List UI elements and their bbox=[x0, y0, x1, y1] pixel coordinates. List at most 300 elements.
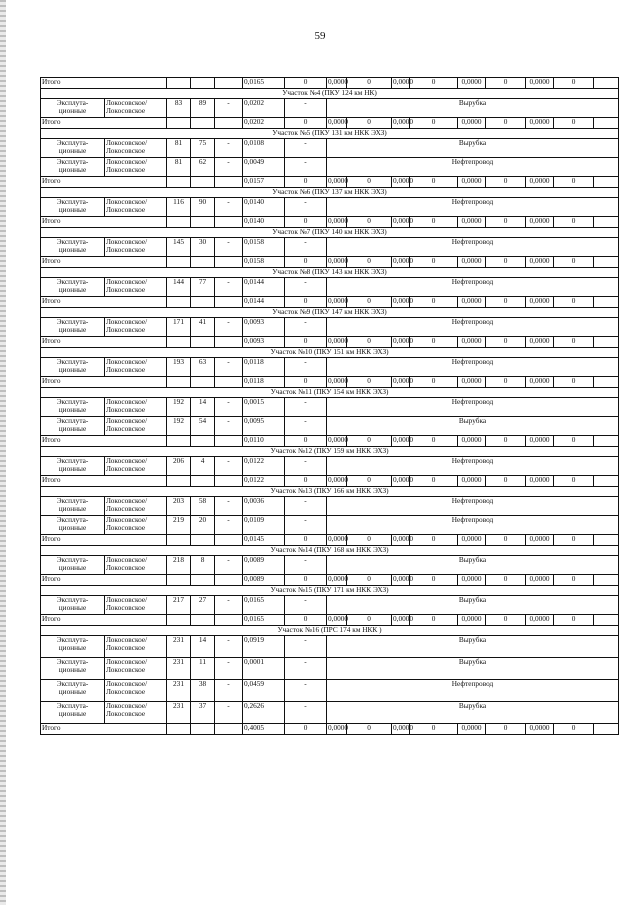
total-value: 0 bbox=[410, 257, 458, 268]
plot-dash-2: - bbox=[285, 497, 327, 516]
plot-dash: - bbox=[215, 158, 243, 177]
total-value: 0 bbox=[285, 337, 327, 348]
total-value: 0,0000 bbox=[458, 535, 486, 546]
total-value: 0 bbox=[554, 476, 594, 487]
plot-section: 90 bbox=[191, 198, 215, 217]
section-header-row bbox=[41, 348, 619, 358]
plot-row bbox=[41, 139, 619, 158]
empty-cell bbox=[167, 476, 191, 487]
plot-area: 0,0095 bbox=[243, 417, 285, 436]
plot-dash-2: - bbox=[285, 636, 327, 658]
plot-quarter: 81 bbox=[167, 158, 191, 177]
total-value: 0,0000 bbox=[392, 724, 410, 735]
empty-cell bbox=[215, 297, 243, 308]
empty-cell bbox=[594, 377, 619, 388]
plot-quarter: 231 bbox=[167, 658, 191, 680]
total-value: 0 bbox=[410, 575, 458, 586]
total-label: Итого bbox=[41, 436, 167, 447]
total-value: 0,0000 bbox=[526, 257, 554, 268]
empty-cell bbox=[594, 337, 619, 348]
empty-cell bbox=[594, 476, 619, 487]
total-area: 0,0140 bbox=[243, 217, 285, 228]
plot-dash: - bbox=[215, 358, 243, 377]
plot-dash-2: - bbox=[285, 198, 327, 217]
plot-note: Вырубка bbox=[327, 417, 619, 436]
total-value: 0 bbox=[347, 257, 392, 268]
plot-note: Нефтепровод bbox=[327, 680, 619, 702]
total-label: Итого bbox=[41, 78, 167, 89]
plot-row bbox=[41, 457, 619, 476]
plot-section: 62 bbox=[191, 158, 215, 177]
total-value: 0 bbox=[285, 217, 327, 228]
plot-note: Вырубка bbox=[327, 139, 619, 158]
total-value: 0 bbox=[554, 377, 594, 388]
plot-quarter: 81 bbox=[167, 139, 191, 158]
total-value: 0,0000 bbox=[458, 78, 486, 89]
total-value: 0 bbox=[410, 476, 458, 487]
plot-section: 38 bbox=[191, 680, 215, 702]
plot-category: Эксплута- ционные bbox=[41, 318, 105, 337]
section-header-row bbox=[41, 586, 619, 596]
plot-area: 0,0108 bbox=[243, 139, 285, 158]
total-value: 0,0000 bbox=[526, 615, 554, 626]
plot-area: 0,0015 bbox=[243, 398, 285, 417]
empty-cell bbox=[594, 436, 619, 447]
plot-dash: - bbox=[215, 596, 243, 615]
plot-quarter: 171 bbox=[167, 318, 191, 337]
total-area: 0,0202 bbox=[243, 118, 285, 129]
total-value: 0 bbox=[410, 337, 458, 348]
total-value: 0,0000 bbox=[327, 575, 347, 586]
plot-note: Нефтепровод bbox=[327, 358, 619, 377]
plot-category: Эксплута- ционные bbox=[41, 596, 105, 615]
plot-category: Эксплута- ционные bbox=[41, 278, 105, 297]
plot-note: Нефтепровод bbox=[327, 278, 619, 297]
plot-field: Локосовское/ Локосовское bbox=[105, 139, 167, 158]
total-value: 0,0000 bbox=[526, 724, 554, 735]
total-value: 0 bbox=[285, 257, 327, 268]
section-header: Участок №4 (ПКУ 124 км НК) bbox=[41, 89, 619, 99]
plot-category: Эксплута- ционные bbox=[41, 636, 105, 658]
plot-dash: - bbox=[215, 680, 243, 702]
total-value: 0 bbox=[486, 177, 526, 188]
total-value: 0 bbox=[285, 177, 327, 188]
empty-cell bbox=[191, 177, 215, 188]
total-value: 0 bbox=[285, 78, 327, 89]
plot-area: 0,0202 bbox=[243, 99, 285, 118]
empty-cell bbox=[191, 377, 215, 388]
total-value: 0,0000 bbox=[327, 337, 347, 348]
total-value: 0,0000 bbox=[327, 177, 347, 188]
total-label: Итого bbox=[41, 177, 167, 188]
plot-dash-2: - bbox=[285, 139, 327, 158]
total-value: 0 bbox=[347, 377, 392, 388]
section-header-row bbox=[41, 89, 619, 99]
total-label: Итого bbox=[41, 297, 167, 308]
total-row bbox=[41, 337, 619, 348]
total-area: 0,0093 bbox=[243, 337, 285, 348]
total-value: 0,0000 bbox=[392, 217, 410, 228]
plot-area: 0,0144 bbox=[243, 278, 285, 297]
total-value: 0,0000 bbox=[327, 377, 347, 388]
scan-edge-artifact bbox=[0, 0, 6, 905]
plot-area: 0,0165 bbox=[243, 596, 285, 615]
total-value: 0 bbox=[285, 615, 327, 626]
empty-cell bbox=[594, 177, 619, 188]
plot-field: Локосовское/ Локосовское bbox=[105, 680, 167, 702]
section-header-row bbox=[41, 129, 619, 139]
plot-dash-2: - bbox=[285, 516, 327, 535]
total-value: 0,0000 bbox=[458, 724, 486, 735]
total-value: 0,0000 bbox=[458, 615, 486, 626]
section-header-row bbox=[41, 268, 619, 278]
empty-cell bbox=[167, 257, 191, 268]
plot-category: Эксплута- ционные bbox=[41, 497, 105, 516]
plot-field: Локосовское/ Локосовское bbox=[105, 596, 167, 615]
section-header: Участок №11 (ПКУ 154 км НКК ЭХЗ) bbox=[41, 388, 619, 398]
empty-cell bbox=[191, 724, 215, 735]
plot-field: Локосовское/ Локосовское bbox=[105, 556, 167, 575]
section-header: Участок №16 (ПРС 174 км НКК ) bbox=[41, 626, 619, 636]
section-header: Участок №6 (ПКУ 137 км НКК ЭХЗ) bbox=[41, 188, 619, 198]
empty-cell bbox=[191, 476, 215, 487]
total-value: 0,0000 bbox=[392, 257, 410, 268]
plot-row bbox=[41, 398, 619, 417]
plot-quarter: 192 bbox=[167, 398, 191, 417]
section-header-row bbox=[41, 487, 619, 497]
plot-section: 89 bbox=[191, 99, 215, 118]
plot-field: Локосовское/ Локосовское bbox=[105, 398, 167, 417]
total-label: Итого bbox=[41, 257, 167, 268]
total-value: 0,0000 bbox=[458, 476, 486, 487]
total-value: 0 bbox=[347, 217, 392, 228]
total-value: 0,0000 bbox=[392, 377, 410, 388]
total-area: 0,0145 bbox=[243, 535, 285, 546]
plot-row bbox=[41, 198, 619, 217]
total-value: 0,0000 bbox=[392, 535, 410, 546]
plot-section: 54 bbox=[191, 417, 215, 436]
total-value: 0 bbox=[410, 177, 458, 188]
plot-section: 41 bbox=[191, 318, 215, 337]
plot-section: 63 bbox=[191, 358, 215, 377]
section-header: Участок №8 (ПКУ 143 км НКК ЭХЗ) bbox=[41, 268, 619, 278]
plot-quarter: 218 bbox=[167, 556, 191, 575]
empty-cell bbox=[594, 575, 619, 586]
plot-area: 0,0049 bbox=[243, 158, 285, 177]
total-value: 0,0000 bbox=[327, 118, 347, 129]
empty-cell bbox=[191, 575, 215, 586]
plot-dash: - bbox=[215, 516, 243, 535]
total-value: 0 bbox=[554, 257, 594, 268]
plot-section: 11 bbox=[191, 658, 215, 680]
plot-category: Эксплута- ционные bbox=[41, 417, 105, 436]
plot-note: Нефтепровод bbox=[327, 238, 619, 257]
plot-row bbox=[41, 358, 619, 377]
total-value: 0,0000 bbox=[526, 297, 554, 308]
plot-row bbox=[41, 158, 619, 177]
plot-note: Вырубка bbox=[327, 556, 619, 575]
total-area: 0,0089 bbox=[243, 575, 285, 586]
total-value: 0,0000 bbox=[392, 78, 410, 89]
plot-category: Эксплута- ционные bbox=[41, 398, 105, 417]
plot-section: 20 bbox=[191, 516, 215, 535]
plot-dash: - bbox=[215, 457, 243, 476]
plot-dash-2: - bbox=[285, 680, 327, 702]
plot-dash: - bbox=[215, 398, 243, 417]
plot-category: Эксплута- ционные bbox=[41, 358, 105, 377]
plot-quarter: 231 bbox=[167, 680, 191, 702]
plot-row bbox=[41, 516, 619, 535]
plot-note: Нефтепровод bbox=[327, 516, 619, 535]
empty-cell bbox=[167, 724, 191, 735]
plot-section: 75 bbox=[191, 139, 215, 158]
empty-cell bbox=[215, 436, 243, 447]
total-value: 0 bbox=[285, 118, 327, 129]
plot-dash: - bbox=[215, 636, 243, 658]
plot-dash-2: - bbox=[285, 278, 327, 297]
total-value: 0,0000 bbox=[458, 177, 486, 188]
section-header: Участок №15 (ПКУ 171 км НКК ЭХЗ) bbox=[41, 586, 619, 596]
section-header-row bbox=[41, 447, 619, 457]
total-value: 0 bbox=[486, 615, 526, 626]
plot-section: 37 bbox=[191, 702, 215, 724]
total-value: 0,0000 bbox=[458, 257, 486, 268]
total-value: 0 bbox=[410, 436, 458, 447]
total-row bbox=[41, 257, 619, 268]
total-value: 0 bbox=[347, 535, 392, 546]
plot-quarter: 231 bbox=[167, 702, 191, 724]
plot-category: Эксплута- ционные bbox=[41, 516, 105, 535]
total-value: 0 bbox=[347, 724, 392, 735]
plot-area: 0,0158 bbox=[243, 238, 285, 257]
total-value: 0,0000 bbox=[458, 118, 486, 129]
total-label: Итого bbox=[41, 217, 167, 228]
plot-dash-2: - bbox=[285, 457, 327, 476]
total-value: 0 bbox=[554, 615, 594, 626]
total-value: 0,0000 bbox=[392, 615, 410, 626]
total-value: 0,0000 bbox=[526, 535, 554, 546]
empty-cell bbox=[191, 78, 215, 89]
empty-cell bbox=[191, 257, 215, 268]
total-value: 0,0000 bbox=[526, 476, 554, 487]
plot-dash-2: - bbox=[285, 238, 327, 257]
plot-dash: - bbox=[215, 556, 243, 575]
empty-cell bbox=[167, 377, 191, 388]
plot-section: 14 bbox=[191, 636, 215, 658]
empty-cell bbox=[167, 217, 191, 228]
section-header: Участок №9 (ПКУ 147 км НКК ЭХЗ) bbox=[41, 308, 619, 318]
empty-cell bbox=[594, 535, 619, 546]
plot-quarter: 203 bbox=[167, 497, 191, 516]
plot-note: Нефтепровод bbox=[327, 497, 619, 516]
empty-cell bbox=[191, 297, 215, 308]
total-value: 0,0000 bbox=[526, 118, 554, 129]
total-value: 0,0000 bbox=[327, 257, 347, 268]
total-area: 0,0144 bbox=[243, 297, 285, 308]
plot-field: Локосовское/ Локосовское bbox=[105, 516, 167, 535]
plot-section: 27 bbox=[191, 596, 215, 615]
plot-dash: - bbox=[215, 198, 243, 217]
plot-note: Вырубка bbox=[327, 596, 619, 615]
plot-note: Вырубка bbox=[327, 99, 619, 118]
total-row bbox=[41, 118, 619, 129]
plot-quarter: 83 bbox=[167, 99, 191, 118]
total-value: 0 bbox=[347, 575, 392, 586]
plot-field: Локосовское/ Локосовское bbox=[105, 417, 167, 436]
total-value: 0 bbox=[410, 377, 458, 388]
total-row bbox=[41, 575, 619, 586]
land-plots-table bbox=[40, 77, 619, 735]
empty-cell bbox=[594, 615, 619, 626]
empty-cell bbox=[167, 78, 191, 89]
total-value: 0 bbox=[285, 436, 327, 447]
empty-cell bbox=[215, 377, 243, 388]
plot-row bbox=[41, 497, 619, 516]
total-value: 0 bbox=[347, 118, 392, 129]
total-row bbox=[41, 615, 619, 626]
section-header-row bbox=[41, 626, 619, 636]
plot-field: Локосовское/ Локосовское bbox=[105, 702, 167, 724]
total-value: 0,0000 bbox=[458, 217, 486, 228]
plot-note: Вырубка bbox=[327, 636, 619, 658]
total-value: 0 bbox=[554, 337, 594, 348]
plot-note: Нефтепровод bbox=[327, 158, 619, 177]
plot-field: Локосовское/ Локосовское bbox=[105, 278, 167, 297]
plot-quarter: 193 bbox=[167, 358, 191, 377]
empty-cell bbox=[167, 177, 191, 188]
plot-dash-2: - bbox=[285, 556, 327, 575]
total-value: 0 bbox=[554, 297, 594, 308]
total-value: 0 bbox=[410, 118, 458, 129]
empty-cell bbox=[594, 78, 619, 89]
empty-cell bbox=[191, 615, 215, 626]
empty-cell bbox=[191, 337, 215, 348]
total-value: 0 bbox=[347, 476, 392, 487]
total-value: 0 bbox=[410, 724, 458, 735]
plot-category: Эксплута- ционные bbox=[41, 198, 105, 217]
plot-row bbox=[41, 636, 619, 658]
empty-cell bbox=[167, 297, 191, 308]
plot-field: Локосовское/ Локосовское bbox=[105, 658, 167, 680]
plot-field: Локосовское/ Локосовское bbox=[105, 198, 167, 217]
empty-cell bbox=[167, 118, 191, 129]
plot-note: Вырубка bbox=[327, 702, 619, 724]
plot-section: 77 bbox=[191, 278, 215, 297]
total-value: 0 bbox=[486, 575, 526, 586]
plot-field: Локосовское/ Локосовское bbox=[105, 318, 167, 337]
total-value: 0,0000 bbox=[327, 436, 347, 447]
plot-dash: - bbox=[215, 238, 243, 257]
total-value: 0,0000 bbox=[458, 377, 486, 388]
total-row bbox=[41, 436, 619, 447]
total-value: 0 bbox=[347, 78, 392, 89]
plot-dash-2: - bbox=[285, 398, 327, 417]
total-value: 0 bbox=[486, 476, 526, 487]
plot-quarter: 192 bbox=[167, 417, 191, 436]
empty-cell bbox=[191, 436, 215, 447]
section-header-row bbox=[41, 546, 619, 556]
plot-dash: - bbox=[215, 497, 243, 516]
total-value: 0,0000 bbox=[392, 436, 410, 447]
empty-cell bbox=[167, 535, 191, 546]
total-value: 0 bbox=[554, 78, 594, 89]
total-value: 0 bbox=[410, 615, 458, 626]
total-value: 0 bbox=[285, 724, 327, 735]
total-area: 0,0157 bbox=[243, 177, 285, 188]
total-row bbox=[41, 78, 619, 89]
total-value: 0,0000 bbox=[392, 297, 410, 308]
total-row bbox=[41, 535, 619, 546]
total-row bbox=[41, 476, 619, 487]
total-value: 0,0000 bbox=[392, 118, 410, 129]
total-value: 0 bbox=[486, 118, 526, 129]
empty-cell bbox=[215, 535, 243, 546]
total-area: 0,0110 bbox=[243, 436, 285, 447]
plot-note: Вырубка bbox=[327, 658, 619, 680]
total-label: Итого bbox=[41, 535, 167, 546]
total-value: 0 bbox=[285, 575, 327, 586]
empty-cell bbox=[167, 615, 191, 626]
total-value: 0 bbox=[285, 476, 327, 487]
empty-cell bbox=[215, 615, 243, 626]
total-value: 0,0000 bbox=[526, 436, 554, 447]
plot-section: 58 bbox=[191, 497, 215, 516]
plot-area: 0,0140 bbox=[243, 198, 285, 217]
section-header: Участок №14 (ПКУ 168 км НКК ЭХЗ) bbox=[41, 546, 619, 556]
empty-cell bbox=[191, 217, 215, 228]
plot-section: 14 bbox=[191, 398, 215, 417]
plot-note: Нефтепровод bbox=[327, 318, 619, 337]
plot-row bbox=[41, 680, 619, 702]
empty-cell bbox=[167, 436, 191, 447]
plot-area: 0,0118 bbox=[243, 358, 285, 377]
total-value: 0,0000 bbox=[526, 337, 554, 348]
plot-category: Эксплута- ционные bbox=[41, 702, 105, 724]
total-value: 0 bbox=[486, 724, 526, 735]
total-row bbox=[41, 217, 619, 228]
plot-note: Нефтепровод bbox=[327, 398, 619, 417]
section-header: Участок №5 (ПКУ 131 км НКК ЭХЗ) bbox=[41, 129, 619, 139]
plot-field: Локосовское/ Локосовское bbox=[105, 457, 167, 476]
total-row bbox=[41, 377, 619, 388]
total-value: 0 bbox=[554, 436, 594, 447]
plot-dash: - bbox=[215, 658, 243, 680]
total-value: 0,0000 bbox=[458, 436, 486, 447]
total-label: Итого bbox=[41, 615, 167, 626]
empty-cell bbox=[215, 476, 243, 487]
section-header: Участок №13 (ПКУ 166 км НКК ЭХЗ) bbox=[41, 487, 619, 497]
plot-note: Нефтепровод bbox=[327, 198, 619, 217]
total-value: 0 bbox=[410, 217, 458, 228]
plot-area: 0,0036 bbox=[243, 497, 285, 516]
plot-area: 0,0089 bbox=[243, 556, 285, 575]
empty-cell bbox=[215, 575, 243, 586]
plot-quarter: 206 bbox=[167, 457, 191, 476]
plot-area: 0,0459 bbox=[243, 680, 285, 702]
empty-cell bbox=[215, 724, 243, 735]
plot-row bbox=[41, 556, 619, 575]
plot-quarter: 144 bbox=[167, 278, 191, 297]
plot-row bbox=[41, 658, 619, 680]
total-label: Итого bbox=[41, 724, 167, 735]
total-row bbox=[41, 177, 619, 188]
plot-category: Эксплута- ционные bbox=[41, 238, 105, 257]
empty-cell bbox=[215, 257, 243, 268]
total-value: 0,0000 bbox=[526, 217, 554, 228]
total-value: 0 bbox=[486, 257, 526, 268]
plot-quarter: 145 bbox=[167, 238, 191, 257]
plot-dash: - bbox=[215, 99, 243, 118]
